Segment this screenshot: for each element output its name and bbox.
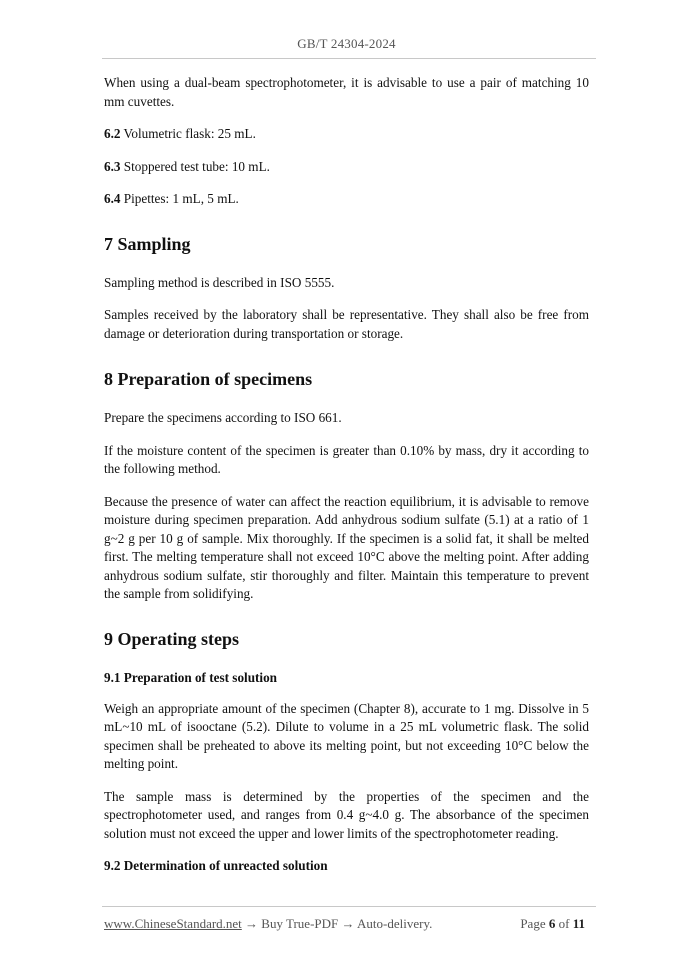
auto-delivery-text: Auto-delivery. xyxy=(354,916,433,931)
footer-promo xyxy=(104,916,432,932)
site-link[interactable]: www.ChineseStandard.net xyxy=(104,916,242,931)
paragraph-dual-beam: When using a dual-beam spectrophotometer, it is advisable to use a pair of matching 10 mm cuvettes. xyxy=(104,75,589,109)
item-number: 6.3 xyxy=(104,158,121,174)
section-9-heading: 9 Operating steps xyxy=(104,628,239,649)
buy-text: Buy True-PDF xyxy=(258,916,342,931)
item-volumetric-flask xyxy=(104,125,589,144)
section-8-paragraph-1: Prepare the specimens according to ISO 661. xyxy=(104,410,342,425)
section-7-heading: 7 Sampling xyxy=(104,233,191,254)
page-body xyxy=(104,74,589,875)
footer-divider xyxy=(102,906,596,907)
subsection-9-2-heading: 9.2 Determination of unreacted solution xyxy=(104,858,328,873)
arrow-icon: → xyxy=(245,916,259,931)
item-text: Pipettes: 1 mL, 5 mL. xyxy=(120,191,239,206)
section-8-paragraph-3: Because the presence of water can affect the reaction equilibrium, it is advisable to remove moisture during specimen preparation. Add anhydrous sodium sulfate (5.1) at a ratio of 1 g~2 g per 10 g of sample. Mix thoroughly. If the specimen is a solid fat, it shall be melted first. The melting temperature shall not exceed 10°C above the melting point. After adding anhydrous sodium sulfate, stir thoroughly and filter. Maintain this temperature to prevent the sample from solidifying. xyxy=(104,493,589,601)
subsection-9-1-paragraph-2: The sample mass is determined by the properties of the specimen and the spectrophotometer used, and ranges from 0.4 g~4.0 g. The absorbance of the specimen solution must not exceed the upper and lower limits of the spectrophotometer reading. xyxy=(104,788,589,841)
section-7-paragraph-2: Samples received by the laboratory shall be representative. They shall also be free from damage or deterioration during transportation or storage. xyxy=(104,307,589,341)
item-text: Stoppered test tube: 10 mL. xyxy=(120,158,270,174)
item-text: Volumetric flask: 25 mL. xyxy=(120,126,256,141)
item-number: 6.2 xyxy=(104,126,121,141)
section-8-paragraph-2: If the moisture content of the specimen is greater than 0.10% by mass, dry it according to the following method. xyxy=(104,442,589,476)
section-7-paragraph-1: Sampling method is described in ISO 5555. xyxy=(104,274,335,290)
item-stoppered-test-tube xyxy=(104,158,589,177)
subsection-9-1-paragraph-1: Weigh an appropriate amount of the specimen (Chapter 8), accurate to 1 mg. Dissolve in 5 mL~10 mL of isooctane (5.2). Dilute to volume in a 25 mL volumetric flask. The solid specimen shall be preheated to above its melting point, but not exceeding 10°C below the melting point. xyxy=(104,700,589,771)
item-number: 6.4 xyxy=(104,191,121,206)
arrow-icon: → xyxy=(341,916,355,931)
page-counter xyxy=(520,916,585,932)
page-total: 11 xyxy=(572,916,585,931)
page-label: Page xyxy=(520,916,549,931)
section-8-heading: 8 Preparation of specimens xyxy=(104,369,313,389)
of-label: of xyxy=(555,916,573,931)
page-header: GB/T 24304-2024 xyxy=(297,36,396,51)
item-pipettes xyxy=(104,190,589,209)
subsection-9-1-heading: 9.1 Preparation of test solution xyxy=(104,669,278,685)
page-number: 6 xyxy=(548,916,556,931)
header-divider xyxy=(102,58,596,59)
